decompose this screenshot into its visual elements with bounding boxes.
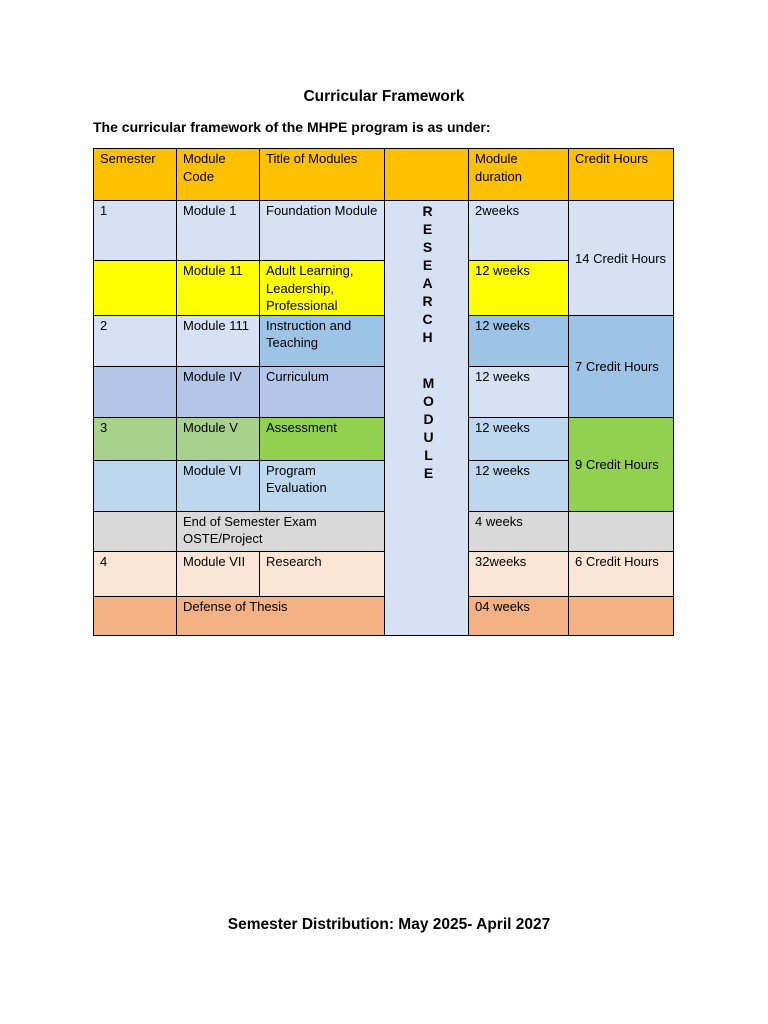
- research-word: [387, 202, 468, 346]
- defense-of-thesis: Defense of Thesis: [177, 596, 385, 635]
- intro-text: The curricular framework of the MHPE program is as under:: [93, 119, 491, 135]
- credit-hours-group-3: 9 Credit Hours: [569, 417, 674, 511]
- row-module-code: Module 1: [177, 201, 260, 261]
- research-letter: L: [424, 447, 433, 463]
- row-semester: 1: [94, 201, 177, 261]
- row-module-title: Research: [260, 551, 385, 596]
- table-row: [94, 511, 674, 551]
- header-credit-hours: Credit Hours: [569, 149, 674, 201]
- research-letter: E: [423, 465, 434, 481]
- research-letter: M: [422, 375, 435, 391]
- row-duration: 12 weeks: [469, 261, 569, 316]
- row-module-code: Module VII: [177, 551, 260, 596]
- row-module-title: Program Evaluation: [260, 460, 385, 511]
- research-letter: E: [422, 257, 433, 273]
- row-duration: 12 weeks: [469, 460, 569, 511]
- table-row: [94, 201, 674, 261]
- table-row: [94, 551, 674, 596]
- row-duration: 04 weeks: [469, 596, 569, 635]
- header-module-duration: Module duration: [469, 149, 569, 201]
- table-row: [94, 315, 674, 366]
- row-module-title: Assessment: [260, 417, 385, 460]
- credit-hours-research: 6 Credit Hours: [569, 551, 674, 596]
- row-duration: 2weeks: [469, 201, 569, 261]
- row-module-code: Module 111: [177, 315, 260, 366]
- row-semester: 2: [94, 315, 177, 366]
- header-title-of-modules: Title of Modules: [260, 149, 385, 201]
- table-row: [94, 417, 674, 460]
- row-duration: 12 weeks: [469, 366, 569, 417]
- research-letter: S: [422, 239, 433, 255]
- row-semester: [94, 596, 177, 635]
- research-module-vertical: [385, 201, 469, 636]
- row-duration: 4 weeks: [469, 511, 569, 551]
- credit-hours-end-exam: [569, 511, 674, 551]
- table-row: [94, 596, 674, 635]
- row-semester: [94, 366, 177, 417]
- research-letter: O: [423, 393, 434, 409]
- research-letter: A: [422, 275, 433, 291]
- row-module-code: Module 11: [177, 261, 260, 316]
- row-semester: 4: [94, 551, 177, 596]
- row-semester: [94, 460, 177, 511]
- header-research: [385, 149, 469, 201]
- table-header-row: [94, 149, 674, 201]
- research-letter: C: [422, 311, 433, 327]
- credit-hours-group-2: 7 Credit Hours: [569, 315, 674, 417]
- row-semester: 3: [94, 417, 177, 460]
- row-module-title: Foundation Module: [260, 201, 385, 261]
- research-letter: H: [422, 329, 433, 345]
- research-letter: R: [422, 203, 433, 219]
- row-semester: [94, 511, 177, 551]
- row-duration: 12 weeks: [469, 315, 569, 366]
- research-letter: U: [423, 429, 434, 445]
- credit-hours-defense: [569, 596, 674, 635]
- row-duration: 12 weeks: [469, 417, 569, 460]
- research-letter: D: [423, 411, 434, 427]
- semester-distribution: Semester Distribution: May 2025- April 2027: [227, 916, 551, 933]
- row-semester: [94, 261, 177, 316]
- research-letter: E: [422, 221, 433, 237]
- header-semester: Semester: [94, 149, 177, 201]
- page-title: Curricular Framework: [303, 88, 465, 105]
- research-letter: R: [422, 293, 433, 309]
- end-of-semester-exam: End of Semester Exam OSTE/Project: [177, 511, 385, 551]
- header-module-code: Module Code: [177, 149, 260, 201]
- curricular-framework-table: [93, 148, 674, 636]
- module-word: [389, 374, 468, 482]
- row-module-title: Adult Learning, Leadership, Professional: [260, 261, 385, 316]
- row-module-title: Instruction and Teaching: [260, 315, 385, 366]
- row-module-code: Module VI: [177, 460, 260, 511]
- row-module-code: Module IV: [177, 366, 260, 417]
- row-module-title: Curriculum: [260, 366, 385, 417]
- credit-hours-group-1: 14 Credit Hours: [569, 201, 674, 316]
- row-duration: 32weeks: [469, 551, 569, 596]
- row-module-code: Module V: [177, 417, 260, 460]
